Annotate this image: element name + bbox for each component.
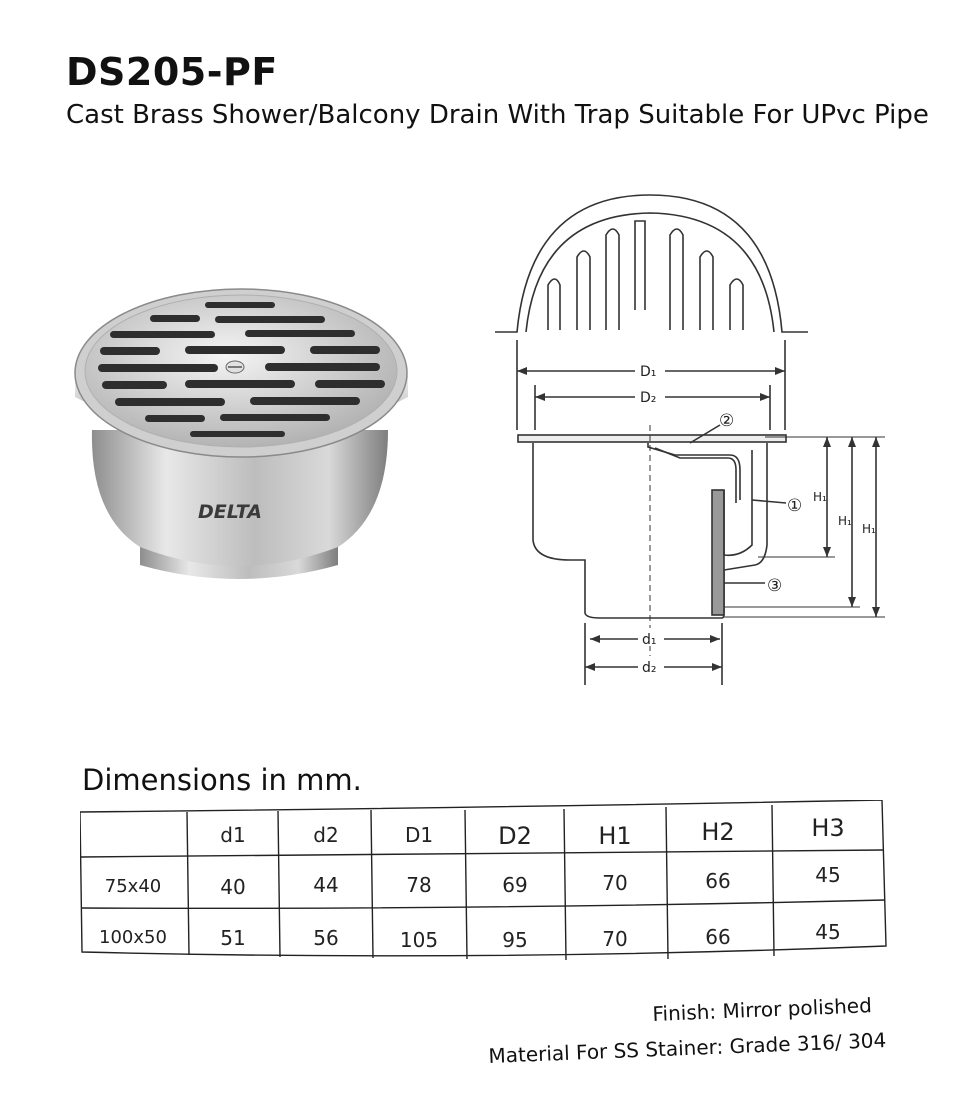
row2-D2: 95 <box>502 928 528 952</box>
label-H1-inner: H₁ <box>813 490 827 504</box>
header-H3: H3 <box>811 814 845 842</box>
row1-size: 75x40 <box>104 876 162 897</box>
row2-d2: 56 <box>313 926 339 950</box>
dimensions-heading: Dimensions in mm. <box>82 763 362 797</box>
row2-size: 100x50 <box>99 927 167 948</box>
label-H1-outer: H₁ <box>862 522 876 536</box>
drain-product-photo <box>70 285 415 595</box>
row2-d1: 51 <box>220 926 246 950</box>
callout-2: ② <box>719 411 735 431</box>
header-H1: H1 <box>598 822 632 850</box>
header-D1: D1 <box>404 823 434 847</box>
row1-d2: 44 <box>313 873 339 897</box>
material-note: Material For SS Stainer: Grade 316/ 304 <box>488 1028 887 1068</box>
product-code: DS205-PF <box>66 50 278 94</box>
label-d1: d₁ <box>642 632 657 648</box>
label-H1-middle: H₁ <box>838 514 852 528</box>
product-subtitle: Cast Brass Shower/Balcony Drain With Trap Suitable For UPvc Pipe <box>66 100 929 130</box>
header-d2: d2 <box>313 823 339 847</box>
row1-H1: 70 <box>602 871 628 895</box>
callout-1: ① <box>787 496 803 516</box>
header-H2: H2 <box>701 818 735 846</box>
header-d1: d1 <box>220 823 246 847</box>
row2-H1: 70 <box>602 927 628 951</box>
label-d2: d₂ <box>642 660 657 676</box>
callout-3: ③ <box>767 576 783 596</box>
brand-logo-text: DELTA <box>198 501 262 523</box>
row1-D2: 69 <box>502 873 528 897</box>
label-D1: D₁ <box>640 364 657 380</box>
dimensions-table <box>80 800 890 965</box>
row2-D1: 105 <box>399 928 439 952</box>
row2-H2: 66 <box>705 925 731 949</box>
row2-H3: 45 <box>815 920 841 944</box>
header-D2: D2 <box>498 822 532 850</box>
row1-D1: 78 <box>406 873 432 897</box>
row1-H2: 66 <box>705 869 731 893</box>
technical-drawing <box>490 185 895 700</box>
row1-H3: 45 <box>815 863 841 887</box>
row1-d1: 40 <box>220 875 246 899</box>
label-D2: D₂ <box>640 390 657 406</box>
finish-note: Finish: Mirror polished <box>652 993 873 1026</box>
